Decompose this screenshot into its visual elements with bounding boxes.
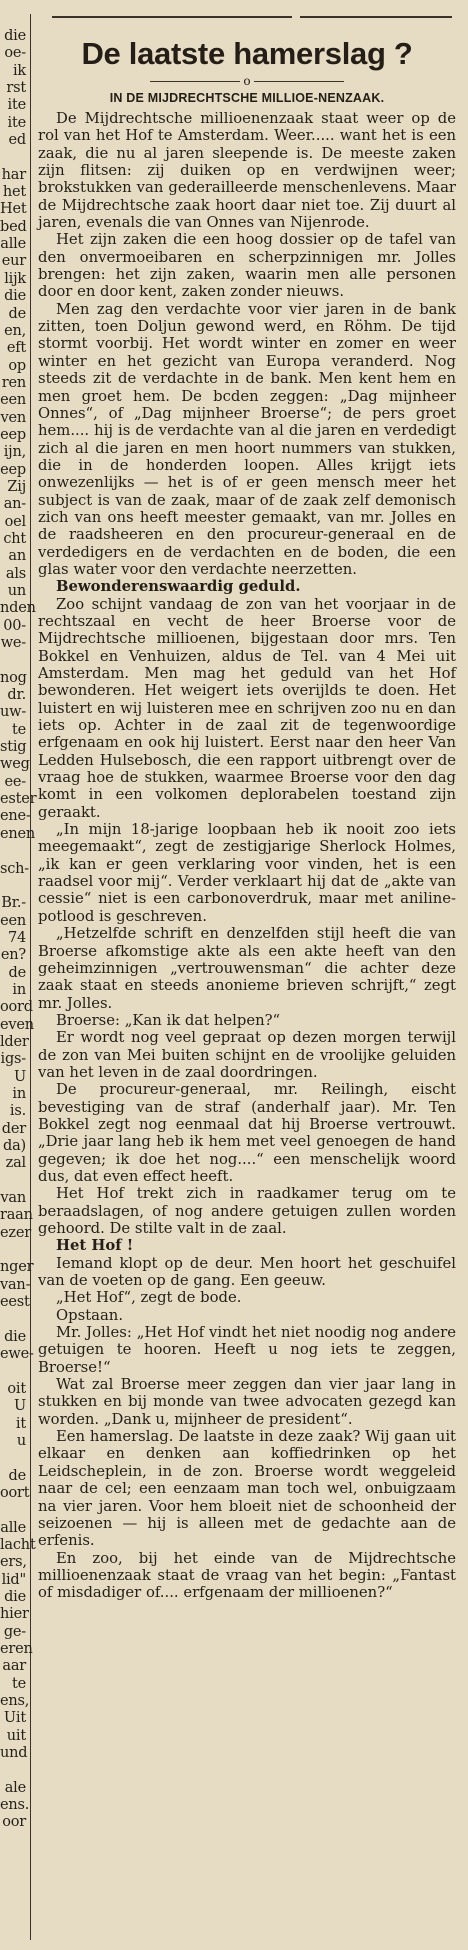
fragment-line: Zij (7, 478, 26, 495)
paragraph: Iemand klopt op de deur. Men hoort het geschuifel van de voeten op de gang. Een geeuw. (38, 1254, 456, 1290)
headline-divider (38, 74, 456, 88)
fragment-line: lijk (4, 270, 26, 287)
fragment-line: oel (4, 513, 26, 530)
fragment-line: it (15, 1415, 26, 1432)
headline: De laatste hamerslag ? (81, 36, 413, 71)
fragment-line: nden (0, 600, 36, 617)
fragment-line (0, 1242, 26, 1259)
fragment-line: aar (2, 1658, 26, 1675)
fragment-line (0, 843, 26, 860)
fragment-line: eft (6, 340, 26, 357)
fragment-line: uit (6, 1727, 26, 1744)
fragment-line: ers, (0, 1554, 27, 1571)
fragment-line: cht (3, 530, 26, 547)
fragment-line: de (8, 305, 26, 322)
fragment-line: als (5, 565, 26, 582)
fragment-line: dr. (7, 687, 26, 704)
fragment-line: het (2, 184, 26, 201)
fragment-line: zal (5, 1155, 26, 1172)
paragraph: Het zijn zaken die een hoog dossier op de tafel van den onvermoeibaren en scherpzinnigen mr. Jolles brengen: het zijn zaken, waarin men alle personen door en door kent, zaken zonder nieuws. (38, 231, 456, 301)
section-heading: Het Hof ! (56, 1237, 134, 1255)
section-heading: Bewonderenswaardig geduld. (56, 578, 301, 596)
fragment-line: raan (0, 1207, 33, 1224)
fragment-line: ale (4, 1779, 26, 1796)
fragment-line: u (16, 1432, 26, 1449)
fragment-line: bed (0, 218, 27, 235)
fragment-line: igs- (0, 1051, 26, 1068)
fragment-line: lid" (1, 1571, 26, 1588)
fragment-line: lacht (0, 1536, 36, 1553)
divider-ornament: o (243, 74, 251, 88)
fragment-line: ene- (0, 808, 31, 825)
fragment-line: nog (0, 669, 27, 686)
fragment-line: in (12, 981, 26, 998)
paragraph: En zoo, bij het einde van de Mijdrechtsche millioenenzaak staat de vraag van het begin: „Fantast of misdadiger of.... erfgenaam der millioenen?“ (38, 1549, 456, 1602)
fragment-line: ven (0, 409, 26, 426)
fragment-line: Het (0, 201, 27, 218)
fragment-line: te (11, 1675, 26, 1692)
fragment-line: we- (0, 635, 26, 652)
fragment-line: even (0, 1016, 34, 1033)
fragment-line: die (4, 28, 26, 44)
fragment-line (0, 1762, 26, 1779)
fragment-line: lder (0, 1033, 29, 1050)
fragment-line: ed (8, 132, 26, 149)
fragment-line: die (4, 288, 26, 305)
fragment-line: enen (0, 825, 36, 842)
fragment-line: Uit (3, 1710, 26, 1727)
fragment-line: an- (3, 496, 26, 513)
fragment-line: da) (3, 1138, 26, 1154)
fragment-line: oor (2, 1814, 26, 1831)
fragment-line: un (7, 583, 26, 599)
fragment-line: U (13, 1398, 26, 1415)
fragment-line: hier (0, 1606, 29, 1623)
top-rule-right (300, 16, 452, 18)
fragment-line: van- (0, 1276, 31, 1293)
fragment-line: rst (6, 80, 26, 97)
paragraph: Opstaan. (56, 1306, 124, 1324)
fragment-line: een (0, 912, 26, 929)
fragment-line: ee- (4, 773, 26, 790)
fragment-line (0, 1173, 26, 1190)
fragment-line: oit (7, 1380, 26, 1397)
top-rule (52, 16, 292, 18)
fragment-line: ezer (0, 1224, 31, 1241)
fragment-line: ens. (0, 1797, 30, 1814)
fragment-line: alle (0, 236, 26, 253)
fragment-line: oe- (4, 45, 26, 62)
fragment-line: und (0, 1745, 28, 1762)
paragraph: Men zag den verdachte voor vier jaren in de bank zitten, toen Doljun gewond werd, en Röhm. De tijd stormt voorbij. Het wordt winter en zomer en weer winter en het gezicht van Europa veranderd. Nog steeds zit de verdachte in de bank. Men kent hem en men groet hem. De bcden zeggen: „Dag mijnheer Onnes“, of „Dag mijnheer Broerse“; de pers groet hem.... hij is de verdachte van al die jaren en verdedigt zich al die jaren en men hoort nummers van stukken, die in de honderden loopen. Alles krijgt iets onwezenlijks — het is of er geen mensch meer het subject is van de zaak, maar of de zaak zelf demonisch zich van ons heeft meester gemaakt, van mr. Jolles en de raadsheeren en den procureur-generaal en de verdedigers en de verdachten en de boden, die een glas water voor den verdachte neerzetten. (38, 300, 456, 578)
paragraph: Wat zal Broerse meer zeggen dan vier jaar lang in stukken en bij monde van twee advocaten gezegd kan worden. „Dank u, mijnheer de president“. (38, 1376, 456, 1428)
fragment-line: in (12, 1085, 26, 1102)
fragment-line: een (0, 392, 26, 409)
adjacent-column-fragment (0, 28, 37, 1943)
paragraph: „Hetzelfde schrift en denzelfden stijl heeft die van Broerse afkomstige akte als een akte heeft van den geheimzinnigen „vertrouwensman“ die achter deze zaak staat en steeds anonieme brieven schrijft,“ zegt mr. Jolles. (38, 925, 456, 1012)
fragment-line: te (11, 721, 26, 738)
fragment-line: eep (0, 461, 26, 478)
paragraph: Er wordt nog veel gepraat op dezen morgen terwijl de zon van Mei buiten schijnt en de vroolijke geluiden van het leven in de zaal doordringen. (38, 1029, 456, 1081)
article-body (38, 110, 456, 1602)
fragment-line: ite (7, 114, 26, 131)
fragment-line (0, 1450, 26, 1467)
fragment-line: Br.- (1, 895, 26, 912)
fragment-line: weg (0, 756, 30, 773)
article (38, 30, 456, 1602)
fragment-line: die (4, 1328, 26, 1345)
paragraph: Een hamerslag. De laatste in deze zaak? Wij gaan uit elkaar en denken aan koffiedrinken op het Leidscheplein, in de zon. Broerse wordt weggeleid naar de cel; een eenzaam man toch wel, onbuigzaam na vier jaren. Voor hem bloeit niet de schoonheid der seizoenen — hij is alleen met de gedachte aan de erfenis. (38, 1428, 456, 1550)
fragment-line: der (1, 1120, 26, 1137)
fragment-line (0, 1502, 26, 1519)
subheading: IN DE MIJDRECHTSCHE MILLIOE-NENZAAK. (109, 91, 385, 105)
paragraph: Het Hof trekt zich in raadkamer terug om te beraadslagen, of nog andere getuigen zullen worden gehoord. De stilte valt in de zaal. (38, 1185, 456, 1237)
fragment-line (0, 1363, 26, 1380)
fragment-line: op (8, 357, 26, 374)
fragment-line: nger (0, 1259, 34, 1276)
fragment-line: 00- (3, 617, 26, 634)
fragment-line: ik (12, 62, 26, 79)
fragment-line: oord (0, 999, 33, 1016)
fragment-line: sch- (0, 860, 30, 877)
fragment-line: eest (0, 1294, 30, 1311)
fragment-line: har (1, 166, 26, 183)
fragment-line: eren (0, 1640, 33, 1657)
fragment-line: die (4, 1588, 26, 1605)
fragment-line: ens, (0, 1693, 30, 1709)
fragment-line: alle (0, 1519, 26, 1536)
fragment-line: an (8, 548, 26, 565)
fragment-line: ijn, (3, 444, 26, 461)
fragment-line: uw- (0, 704, 27, 721)
fragment-line: oort (0, 1484, 30, 1501)
paragraph: Broerse: „Kan ik dat helpen?“ (56, 1011, 281, 1029)
fragment-line: en? (0, 947, 26, 964)
fragment-line (0, 149, 26, 166)
fragment-line: eur (1, 253, 26, 270)
fragment-line: is. (9, 1103, 26, 1120)
fragment-line: ester (0, 791, 37, 808)
fragment-line (0, 1311, 26, 1328)
fragment-line: ge- (3, 1623, 26, 1640)
fragment-line: ren (1, 374, 26, 391)
paragraph: De Mijdrechtsche millioenenzaak staat weer op de rol van het Hof te Amsterdam. Weer..... want het is een zaak, die nu al jaren sleepende is. De meeste zaken zijn flitsen: zij duiken op en verdwijnen weer; brokstukken van gederailleerde menschenlevens. Maar de Mijdrechtsche zaak hoort daar niet toe. Zij duurt al jaren, evenals die van Onnes van Nijenrode. (38, 110, 456, 232)
paragraph: De procureur-generaal, mr. Reilingh, eischt bevestiging van de straf (anderhalf jaar). Mr. Ten Bokkel zegt nog eenmaal dat hij Broerse vertrouwt. „Drie jaar lang heb ik hem met veel genoegen de hand gegeven; ik doe het nog....“ een menschelijk woord dus, dat even effect heeft. (38, 1081, 456, 1185)
fragment-line: eep (0, 426, 26, 443)
fragment-line: de (8, 1467, 26, 1484)
fragment-line: de (8, 964, 26, 981)
fragment-line: stig (0, 739, 27, 756)
paragraph: „Het Hof“, zegt de bode. (56, 1289, 242, 1307)
fragment-line: van (0, 1190, 26, 1207)
fragment-line (0, 652, 26, 669)
fragment-line: 74 (7, 929, 26, 946)
fragment-line: ite (7, 97, 26, 114)
paragraph: Mr. Jolles: „Het Hof vindt het niet noodig nog andere getuigen te hooren. Heeft u nog iets te zeggen, Broerse!“ (38, 1324, 456, 1376)
paragraph: „In mijn 18-jarige loopbaan heb ik nooit zoo iets meegemaakt“, zegt de zestigjarige Sherlock Holmes, „ik kan er geen verklaring voor vinden, het is een raadsel voor mij“. Verder verklaart hij dat de „akte van cessie“ niet is een carbonoverdruk, maar met aniline-potlood is geschreven. (38, 821, 456, 925)
fragment-line: ewe- (0, 1346, 34, 1363)
fragment-line: en, (4, 322, 26, 339)
paragraph: Zoo schijnt vandaag de zon van het voorjaar in de rechtszaal en vecht de heer Broerse voor de Mijdrechtsche millioenen, bijgestaan door mrs. Ten Bokkel en Venhuizen, aldus de Tel. van 4 Mei uit Amsterdam. Men mag het geduld van het Hof bewonderen. Het weigert iets overijlds te doen. Het luistert en wij luisteren mee en schrijven zoo nu en dan iets op. Achter in de zaal zit de tegenwoordige erfgenaam en ook hij luistert. Eerst naar den heer Van Ledden Hulsebosch, die een rapport uitbrengt over de vraag hoe de stukken, waarmee Broerse voor den dag komt in een volkomen deplorabelen toestand zijn geraakt. (38, 595, 456, 821)
fragment-line: U (13, 1068, 26, 1085)
fragment-line (0, 878, 26, 895)
